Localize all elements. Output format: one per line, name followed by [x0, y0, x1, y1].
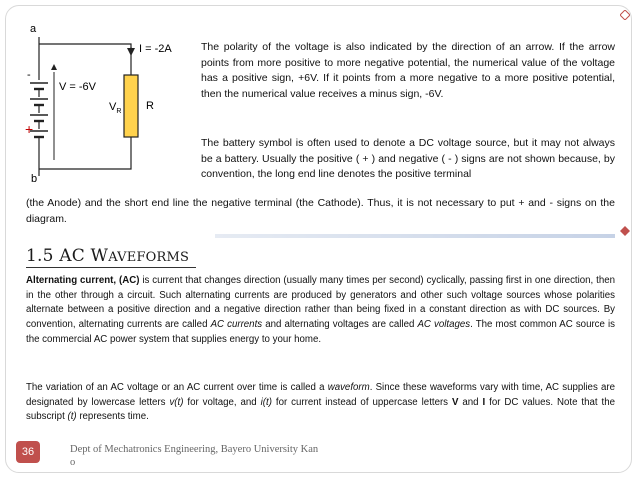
- footer-text: [70, 443, 370, 469]
- resistor: [124, 75, 138, 137]
- circuit-wire: [39, 137, 131, 169]
- battery-paragraph-continued: (the Anode) and the short end line the negative terminal (the Cathode). Thus, it is not necessary to put + and - signs on the diagram.: [26, 197, 615, 225]
- page-number-badge: 36: [16, 441, 40, 463]
- circuit-diagram: [18, 20, 194, 200]
- term-alternating-current: Alternating current, (AC): [26, 275, 140, 286]
- diamond-decoration-icon: [620, 10, 630, 20]
- resistor-voltage-label: $V_R$: [109, 101, 122, 115]
- ac-definition-paragraph: Alternating current, (AC) is current that changes direction (usually many times per second) cyclically, passing first in one direction, then in the other through a circuit. Such alternating currents are produced by generators and other such voltage sources whose polarities alternate between a positive direction and a negative direction rather than being fixed in a constant direction as with DC sources. By convention, alternating currents are called AC currents and alternating voltages are called AC voltages. The most common AC source is the commercial AC power system that supplies energy to your home.: [26, 275, 615, 345]
- node-label-b: b: [31, 173, 38, 185]
- section-divider: [215, 234, 615, 238]
- current-arrow: [127, 48, 135, 56]
- voltage-label: V = -6V: [59, 81, 96, 93]
- section-heading: 1.5 AC WAVEFORMS: [26, 246, 190, 266]
- battery-minus-sign: -: [27, 69, 31, 81]
- resistor-label: R: [146, 100, 154, 112]
- footer-line-2: o: [70, 457, 76, 468]
- circuit-wire: [39, 44, 131, 75]
- battery-plus-sign: +: [25, 121, 34, 137]
- node-label-a: a: [30, 23, 37, 35]
- current-label: I = -2A: [139, 43, 172, 55]
- heading-underline: [26, 267, 196, 268]
- battery-paragraph: The battery symbol is often used to denote a DC voltage source, but it may not always be a battery. Usually the positive ( + ) and negative ( - ) signs are not shown because, by convention, the long end line denotes the positive terminal: [201, 137, 615, 181]
- polarity-paragraph: The polarity of the voltage is also indicated by the direction of an arrow. If the arrow points from more positive to more negative potential, the numerical value of the voltage has a positive sign, +6V. If it points from a more negative to a more positive potential, then the numerical value receives a minus sign, -6V.: [201, 41, 615, 100]
- footer-line-1: Dept of Mechatronics Engineering, Bayero University Kan: [70, 444, 319, 455]
- waveform-paragraph: The variation of an AC voltage or an AC current over time is called a waveform. Since these waveforms vary with time, AC supplies are designated by lowercase letters v(t) for voltage, and i(t) for current instead of uppercase letters V and I for DC values. Note that the subscript (t) represents time.: [26, 382, 615, 423]
- diamond-decoration-icon: [620, 226, 630, 236]
